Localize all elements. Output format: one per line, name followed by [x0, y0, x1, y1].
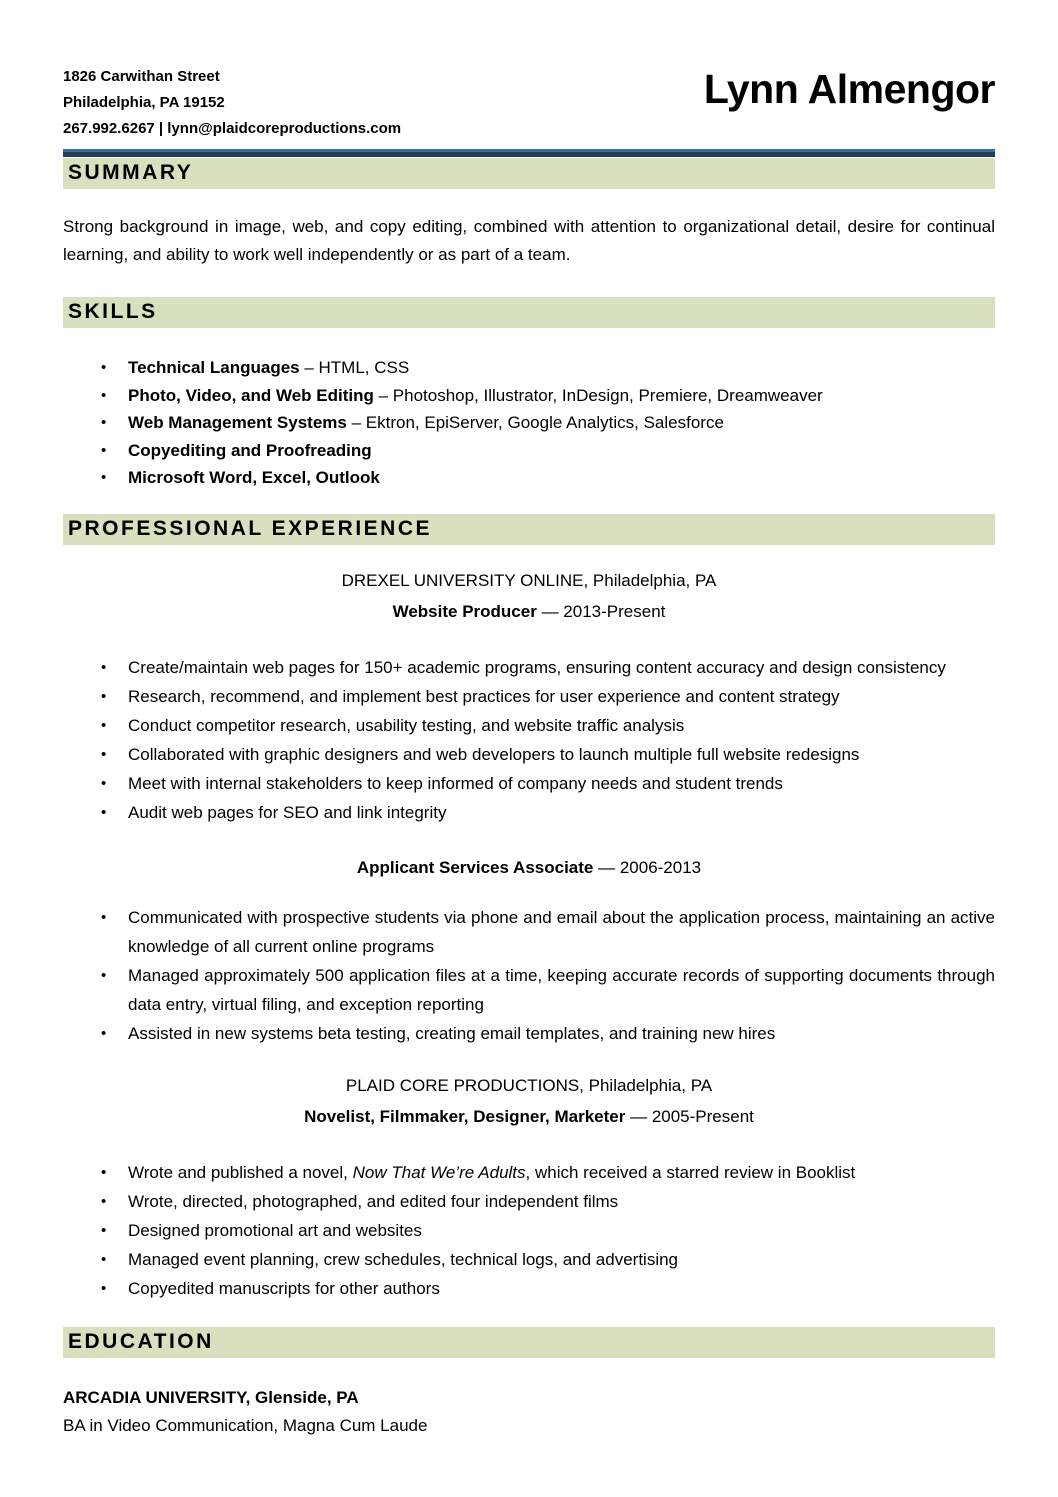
- bullet-icon: •: [101, 1279, 107, 1297]
- address-line-2: Philadelphia, PA 19152: [63, 94, 225, 111]
- bullet-icon: •: [101, 1024, 107, 1042]
- bullet-text: Communicated with prospective students via phone and email about the application process, maintaining an active knowledge of all current online programs: [128, 907, 995, 956]
- list-item: [63, 1158, 995, 1187]
- bullet-text: Create/maintain web pages for 150+ academic programs, ensuring content accuracy and design consistency: [128, 657, 946, 677]
- bullet-icon: •: [101, 1192, 107, 1210]
- experience-bullet-list: [63, 1158, 995, 1303]
- bullet-icon: •: [101, 414, 107, 431]
- education-school: ARCADIA UNIVERSITY, Glenside, PA: [63, 1387, 359, 1407]
- bullet-text: Designed promotional art and websites: [128, 1220, 422, 1240]
- bullet-icon: •: [101, 1163, 107, 1181]
- bullet-icon: •: [101, 745, 107, 763]
- skill-text: [128, 354, 995, 382]
- bullet-text: Copyedited manuscripts for other authors: [128, 1278, 440, 1298]
- bullet-icon: •: [101, 908, 107, 926]
- role-line: [63, 597, 995, 627]
- skill-rest: – HTML, CSS: [299, 358, 410, 377]
- bullet-icon: •: [101, 386, 107, 404]
- list-item: [63, 437, 995, 465]
- list-item: [63, 464, 995, 492]
- section-header-skills: SKILLS: [63, 297, 995, 328]
- contact-line: 267.992.6267 | lynn@plaidcoreproductions.com: [63, 120, 402, 137]
- header: [63, 64, 995, 142]
- bullet-icon: •: [101, 1250, 107, 1268]
- skill-rest: – Photoshop, Illustrator, InDesign, Premiere, Dreamweaver: [373, 385, 823, 405]
- list-item: [63, 798, 995, 827]
- list-item: [63, 1019, 995, 1048]
- bullet-text: Managed event planning, crew schedules, technical logs, and advertising: [128, 1249, 679, 1269]
- bullet-icon: •: [101, 441, 107, 459]
- bullet-icon: •: [101, 1221, 107, 1239]
- skill-rest: – Ektron, EpiServer, Google Analytics, Salesforce: [346, 413, 724, 432]
- book-title: Now That We’re Adults: [352, 1162, 526, 1182]
- person-name: Lynn Almengor: [703, 66, 995, 112]
- company-line: DREXEL UNIVERSITY ONLINE, Philadelphia, PA: [341, 570, 717, 590]
- bullet-icon: •: [101, 469, 107, 486]
- contact-block: [63, 64, 401, 142]
- list-item: [63, 1216, 995, 1245]
- list-item: [63, 653, 995, 682]
- list-item: [63, 1187, 995, 1216]
- role-dates: — 2005-Present: [630, 1106, 754, 1126]
- skill-text: [128, 464, 995, 492]
- bullet-text: Research, recommend, and implement best practices for user experience and content strategy: [128, 686, 840, 706]
- bullet-text: Managed approximately 500 application files at a time, keeping accurate records of supporting documents through data entry, virtual filing, and exception reporting: [128, 965, 995, 1014]
- list-item: [63, 682, 995, 711]
- role-line: [63, 853, 995, 883]
- list-item: [63, 903, 995, 961]
- list-item: [63, 1245, 995, 1274]
- role-line: [63, 1102, 995, 1132]
- bullet-text: Assisted in new systems beta testing, creating email templates, and training new hires: [128, 1023, 776, 1043]
- bullet-icon: •: [101, 966, 107, 984]
- section-header-experience: PROFESSIONAL EXPERIENCE: [63, 514, 995, 545]
- bullet-text: Wrote, directed, photographed, and edited four independent films: [128, 1191, 619, 1211]
- bullet-icon: •: [101, 716, 107, 734]
- skill-text: [128, 437, 995, 465]
- company-line: PLAID CORE PRODUCTIONS, Philadelphia, PA: [345, 1075, 713, 1095]
- role-title: Applicant Services Associate: [356, 857, 594, 877]
- list-item: [63, 382, 995, 410]
- bullet-text: [128, 1158, 995, 1187]
- role-dates: — 2013-Present: [541, 601, 666, 621]
- list-item: [63, 1274, 995, 1303]
- bullet-icon: •: [101, 803, 107, 821]
- bullet-text: Collaborated with graphic designers and web developers to launch multiple full website redesigns: [128, 744, 860, 764]
- bullet-text: Audit web pages for SEO and link integrity: [128, 802, 447, 822]
- role-title: Novelist, Filmmaker, Designer, Marketer: [304, 1106, 626, 1126]
- skill-text: [128, 409, 995, 437]
- skill-lead: Copyediting and Proofreading: [128, 440, 372, 460]
- list-item: [63, 740, 995, 769]
- section-header-education: EDUCATION: [63, 1327, 995, 1358]
- skill-lead: Photo, Video, and Web Editing: [128, 385, 374, 405]
- bullet-icon: •: [101, 359, 107, 376]
- list-item: [63, 961, 995, 1019]
- skill-lead: Technical Languages: [128, 358, 300, 377]
- skill-text: [128, 382, 995, 410]
- experience-bullet-list: [63, 653, 995, 827]
- skill-lead: Web Management Systems: [128, 413, 347, 432]
- bullet-text: Conduct competitor research, usability testing, and website traffic analysis: [128, 715, 685, 735]
- bullet-text-post: , which received a starred review in Booklist: [525, 1162, 856, 1182]
- bullet-icon: •: [101, 774, 107, 792]
- list-item: [63, 409, 995, 437]
- section-header-summary: SUMMARY: [63, 158, 995, 189]
- bullet-icon: •: [101, 687, 107, 705]
- role-dates: — 2006-2013: [598, 857, 702, 877]
- bullet-text-pre: Wrote and published a novel,: [128, 1162, 353, 1182]
- summary-text: Strong background in image, web, and copy editing, combined with attention to organizational detail, desire for continual learning, and ability to work well independently or as part of a team.: [63, 217, 995, 264]
- role-title: Website Producer: [392, 601, 537, 621]
- bullet-icon: •: [101, 658, 107, 676]
- header-divider-rule: [63, 149, 995, 157]
- list-item: [63, 711, 995, 740]
- address-line-1: 1826 Carwithan Street: [63, 68, 220, 85]
- skills-list: [63, 354, 995, 492]
- list-item: [63, 769, 995, 798]
- experience-bullet-list: [63, 903, 995, 1048]
- bullet-text: Meet with internal stakeholders to keep informed of company needs and student trends: [128, 773, 783, 793]
- list-item: [63, 354, 995, 382]
- skill-lead: Microsoft Word, Excel, Outlook: [128, 468, 380, 487]
- education-degree: BA in Video Communication, Magna Cum Laude: [63, 1415, 428, 1435]
